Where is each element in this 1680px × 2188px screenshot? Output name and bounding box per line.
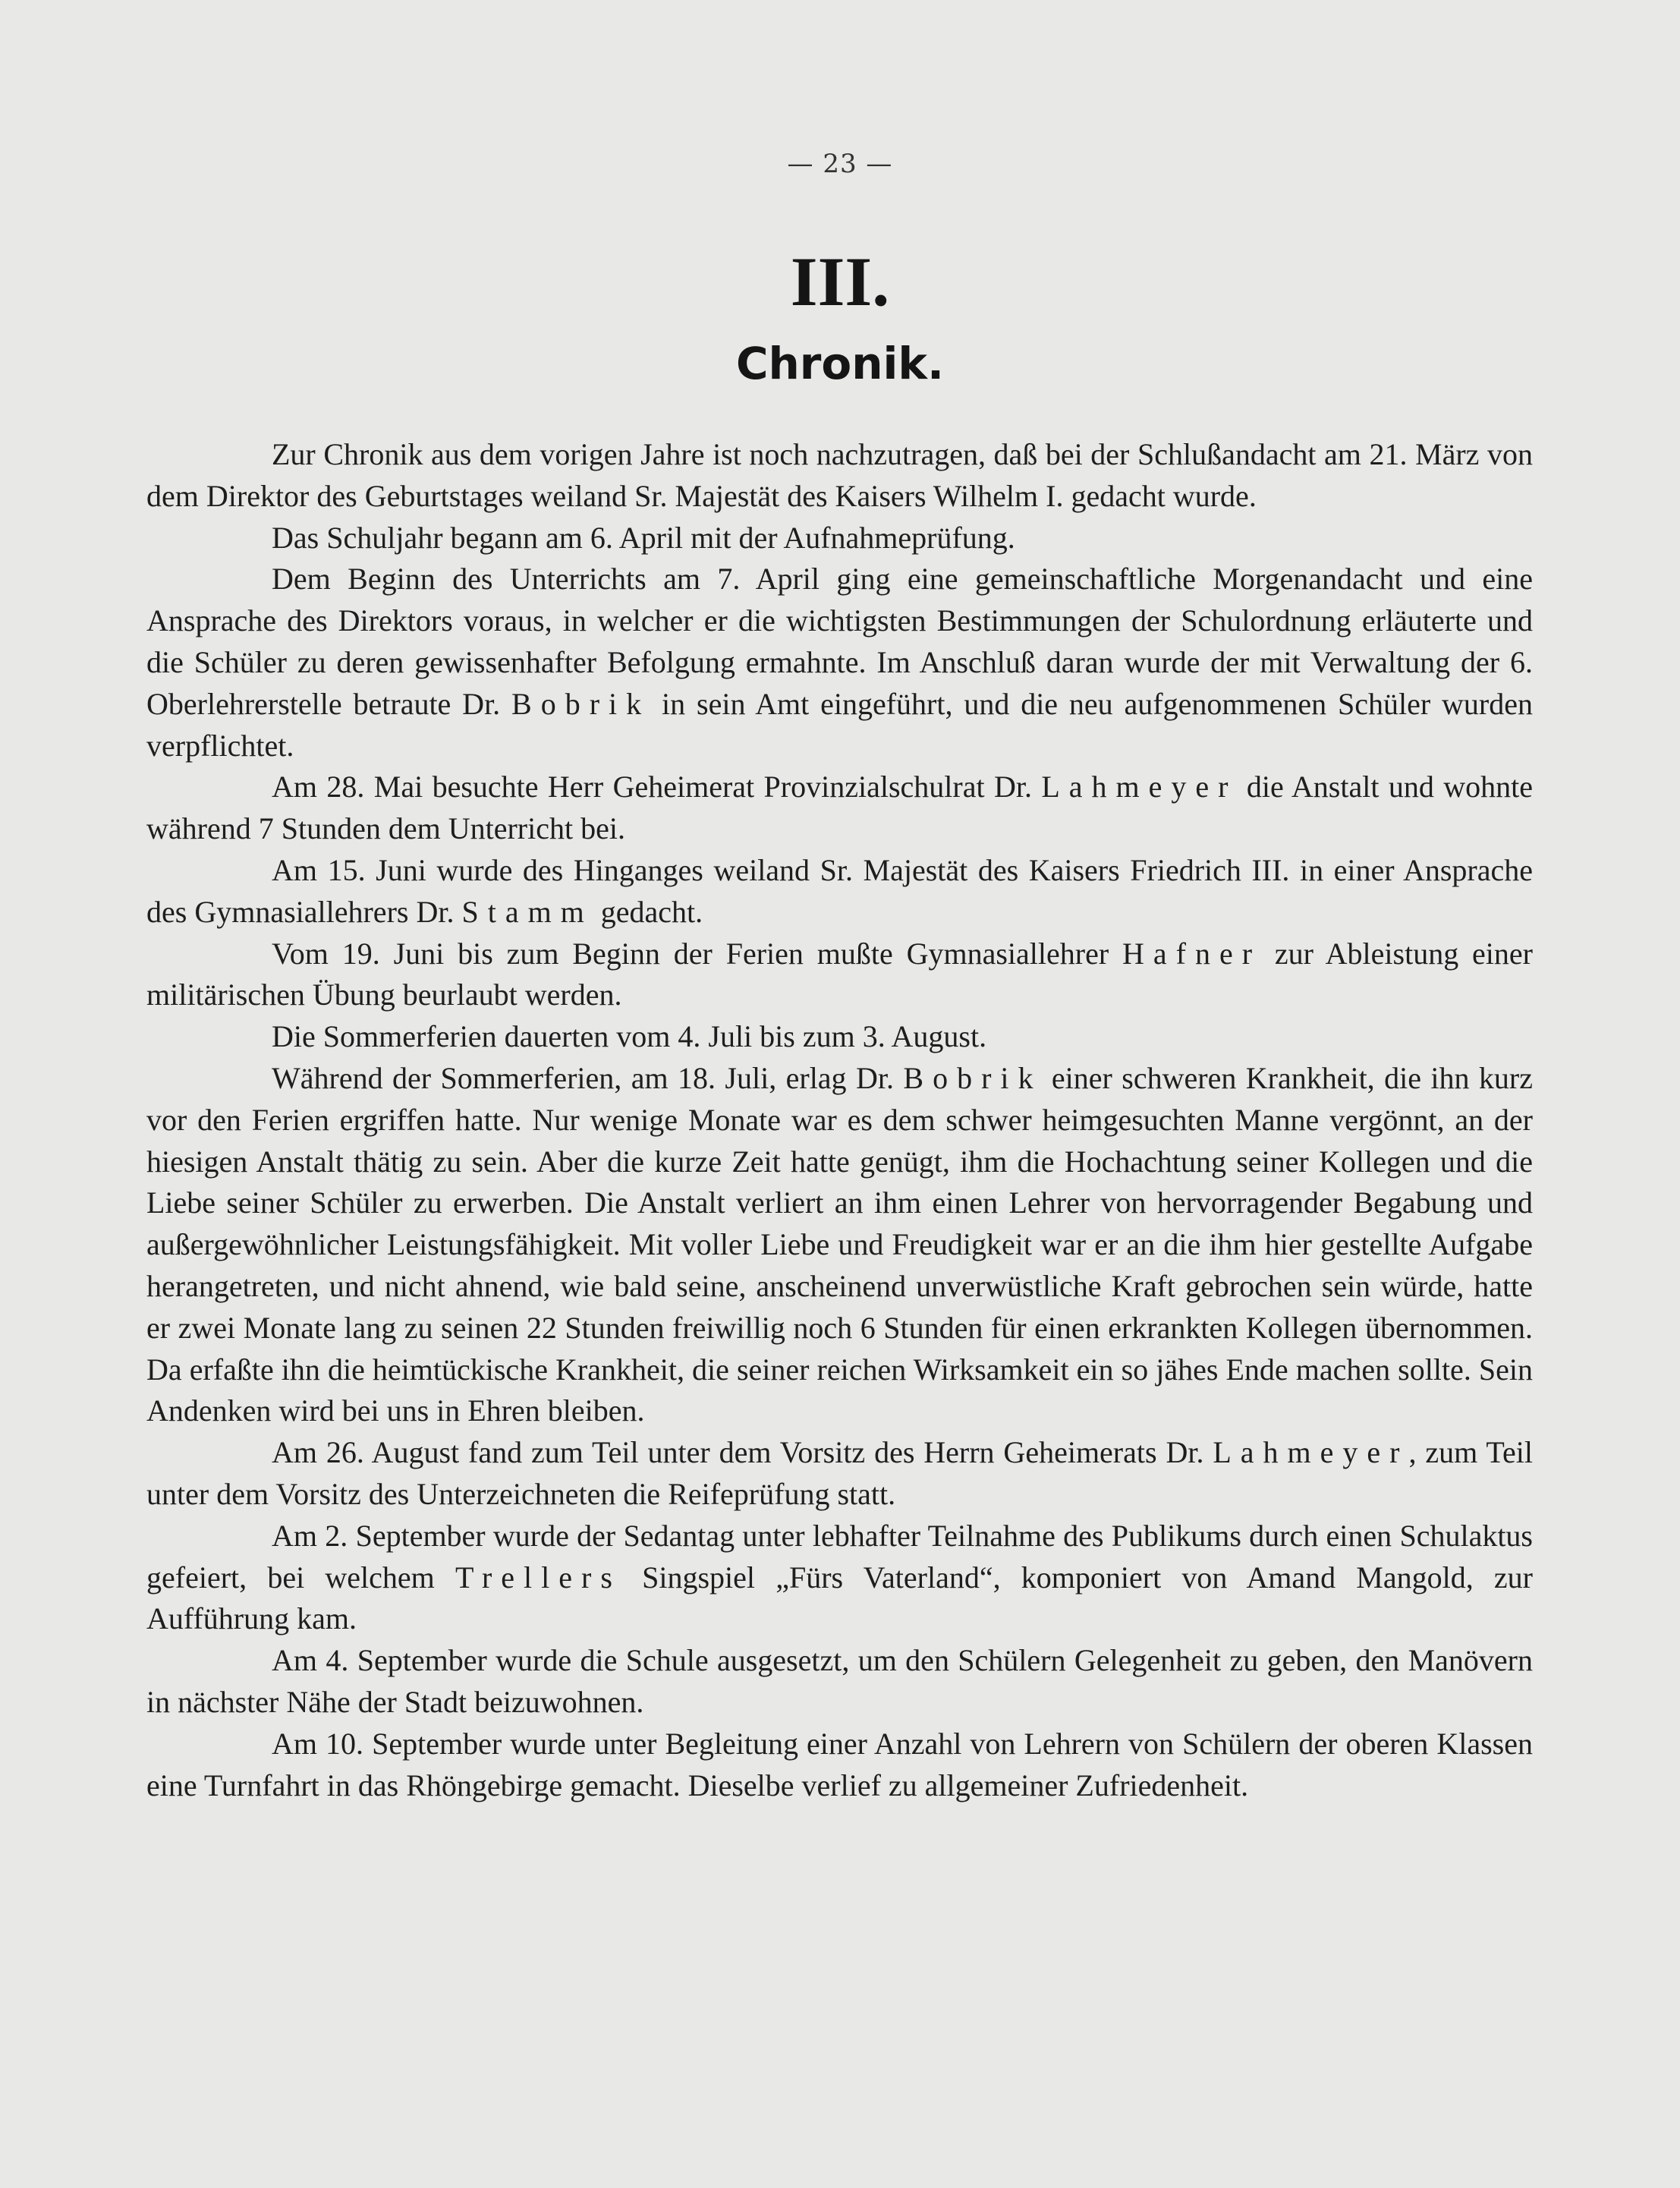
paragraph-text: zur Ableistung einer militärischen Übung beurlaubt werden. [146,936,1533,1012]
paragraph-text: , zum Teil unter dem Vorsitz des Unterzeichneten die Reifeprüfung statt. [146,1435,1534,1511]
spaced-name: Lahmeyer [1041,770,1238,804]
paragraph-text: Dem Beginn des Unterrichts am 7. April ging eine gemeinschaftliche Morgenandacht und eine Ansprache des Direktors voraus, in welcher er die wichtigsten Bestimmungen der Schulordnung erläuterte und die Schüler zu deren gewissenhafter Befolgung ermahnte. Im Anschluß daran wurde der mit Verwaltung der 6. Oberlehrerstelle betraute Dr. [146,562,1533,721]
chronicle-body [146,434,1533,1806]
chronicle-paragraph [146,1016,1533,1058]
paragraph-text: Die Sommerferien dauerten vom 4. Juli bis zum 3. August. [272,1019,987,1054]
chronicle-paragraph [146,559,1533,767]
spaced-name: Trellers [455,1560,621,1595]
spaced-name: Bobrik [511,686,651,721]
paragraph-text: Singspiel „Fürs Vaterland“, komponiert von Amand Mangold, zur Aufführung kam. [146,1560,1533,1636]
paragraph-text: Am 4. September wurde die Schule ausgesetzt, um den Schülern Gelegenheit zu geben, den Manövern in nächster Nähe der Stadt beizuwohnen. [146,1643,1533,1719]
chronicle-paragraph [146,850,1533,933]
chronicle-paragraph [146,933,1533,1017]
paragraph-text: Am 2. September wurde der Sedantag unter lebhafter Teilnahme des Publikums durch einen Schulaktus gefeiert, bei welchem [146,1518,1533,1595]
paragraph-text: Am 26. August fand zum Teil unter dem Vorsitz des Herrn Geheimerats Dr. [272,1435,1213,1470]
paragraph-text: Am 28. Mai besuchte Herr Geheimerat Provinzialschulrat Dr. [272,770,1042,804]
chronicle-paragraph [146,518,1533,559]
paragraph-text: Am 10. September wurde unter Begleitung einer Anzahl von Lehrern von Schülern der oberen Klassen eine Turnfahrt in das Rhöngebirge gemacht. Dieselbe verlief zu allgemeiner Zufriedenheit. [146,1726,1533,1802]
paragraph-text: in sein Amt eingeführt, und die neu aufgenommenen Schüler wurden verpflichtet. [146,686,1533,763]
paragraph-text: die Anstalt und wohnte während 7 Stunden dem Unterricht bei. [146,770,1533,846]
paragraph-text: Während der Sommerferien, am 18. Juli, erlag Dr. [272,1060,904,1095]
page-number: — 23 — [787,149,893,179]
chronicle-paragraph [146,767,1533,850]
paragraph-text: Vom 19. Juni bis zum Beginn der Ferien mußte Gymnasiallehrer [272,936,1123,971]
chronicle-paragraph [146,1724,1533,1807]
paragraph-text: Zur Chronik aus dem vorigen Jahre ist noch nachzutragen, daß bei der Schlußandacht am 21. März von dem Direktor des Geburtstages weiland Sr. Majestät des Kaisers Wilhelm I. gedacht wurde. [146,437,1533,513]
chronicle-paragraph [146,1058,1533,1432]
paragraph-text: gedacht. [593,894,703,929]
spaced-name: Bobrik [903,1060,1043,1095]
paragraph-text: Am 15. Juni wurde des Hinganges weiland Sr. Majestät des Kaisers Friedrich III. in einer Ansprache des Gymnasiallehrers Dr. [146,852,1533,929]
chronicle-paragraph [146,1640,1533,1724]
paragraph-text: Das Schuljahr begann am 6. April mit der Aufnahmeprüfung. [272,520,1015,555]
paragraph-text: einer schweren Krankheit, die ihn kurz vor den Ferien ergriffen hatte. Nur wenige Monate war es dem schwer heimgesuchten Manne vergönnt, an der hiesigen Anstalt thätig zu sein. Aber die kurze Zeit hatte genügt, ihm die Hochachtung seiner Kollegen und die Liebe seiner Schüler zu erwerben. Die Anstalt verliert an ihm einen Lehrer von hervorragender Begabung und außergewöhnlicher Leistungsfähigkeit. Mit voller Liebe und Freudigkeit war er an die ihm hier gestellte Aufgabe herangetreten, und nicht ahnend, wie bald seine, anscheinend unverwüstliche Kraft gebrochen sein würde, hatte er zwei Monate lang zu seinen 22 Stunden freiwillig noch 6 Stunden für einen erkrankten Kollegen übernommen. Da erfaßte ihn die heimtückische Krankheit, die seiner reichen Wirksamkeit ein so jähes Ende machen sollte. Sein Andenken wird bei uns in Ehren bleiben. [146,1060,1533,1428]
chronicle-paragraph [146,1432,1533,1516]
spaced-name: Lahmeyer [1213,1435,1409,1470]
chronicle-paragraph [146,1516,1533,1640]
chronicle-paragraph [146,434,1533,518]
section-numeral: III. [790,243,890,320]
section-title: Chronik. [735,338,945,389]
spaced-name: Stamm [461,894,593,929]
spaced-name: Hafner [1122,936,1262,971]
